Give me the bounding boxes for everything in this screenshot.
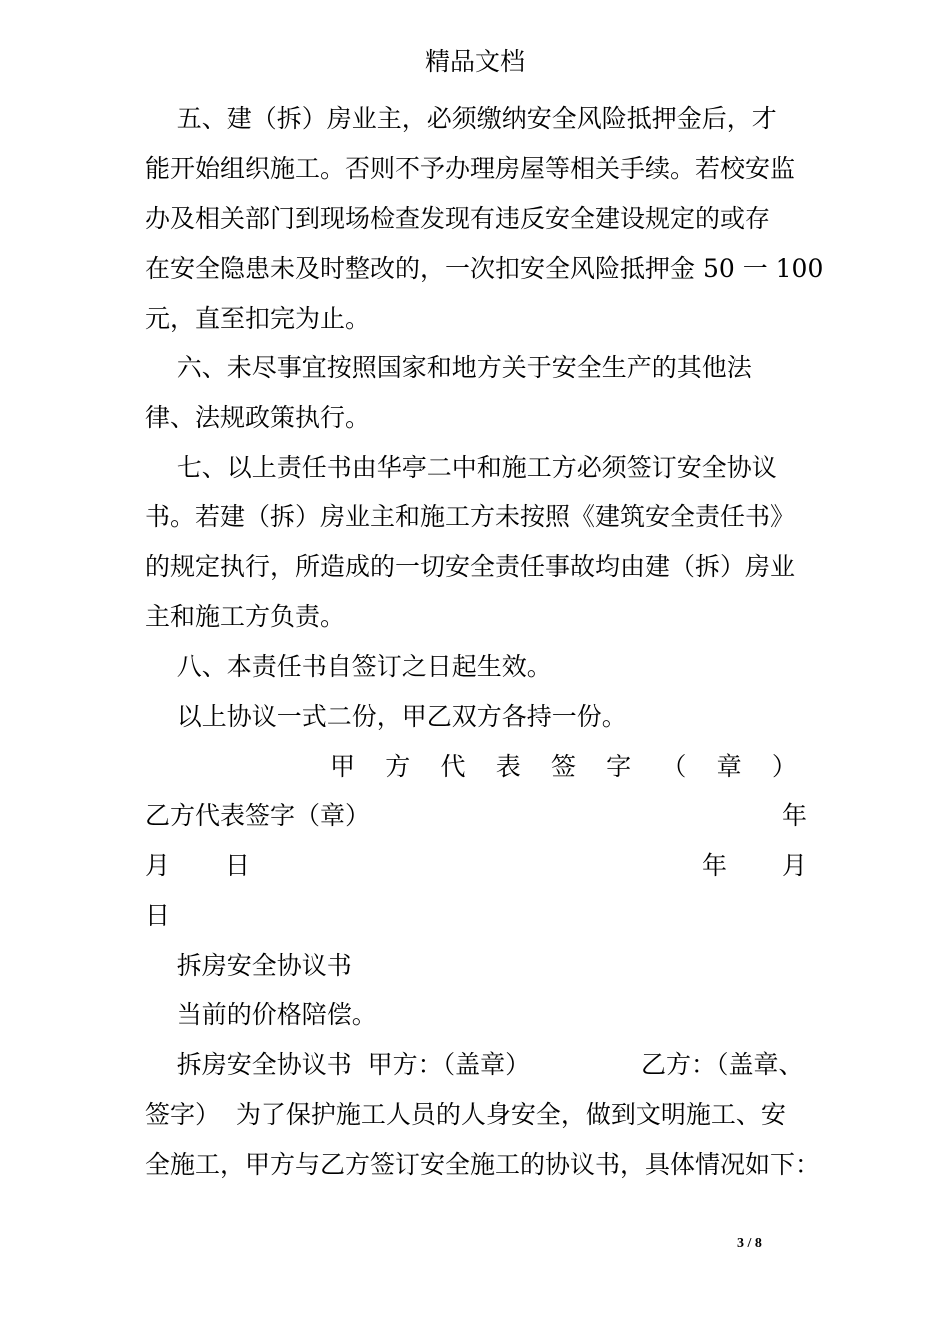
yi-signature-label: 乙方代表签字（章） xyxy=(145,801,371,830)
text-line: 的规定执行，所造成的一切安全责任事故均由建（拆）房业 xyxy=(145,552,796,581)
text-line: 五、建（拆）房业主，必须缴纳安全风险抵押金后，才 xyxy=(145,104,777,133)
text-line: 全施工，甲方与乙方签订安全施工的协议书，具体情况如下： xyxy=(145,1150,821,1179)
section-title: 拆房安全协议书 xyxy=(145,951,352,980)
text-line: 主和施工方负责。 xyxy=(145,602,346,631)
year-label: 年 xyxy=(702,851,728,880)
text-line: 律、法规政策执行。 xyxy=(145,403,371,432)
text-line: 八、本责任书自签订之日起生效。 xyxy=(145,652,552,681)
year-label: 年 xyxy=(782,801,808,830)
sig-char: （ xyxy=(661,752,687,781)
sig-char: 签 xyxy=(550,752,576,781)
text-line: 办及相关部门到现场检查发现有违反安全建设规定的或存 xyxy=(145,204,771,233)
text-line: 在安全隐患未及时整改的，一次扣安全风险抵押金 50 一 100 xyxy=(145,254,824,283)
text-line: 签字） 为了保护施工人员的人身安全，做到文明施工、安 xyxy=(145,1100,786,1129)
month-label: 月 xyxy=(782,851,808,880)
sig-char: ） xyxy=(771,752,797,781)
text-line: 拆房安全协议书 甲方：（盖章） xyxy=(145,1050,531,1079)
text-line: 书。若建（拆）房业主和施工方未按照《建筑安全责任书》 xyxy=(145,502,796,531)
page-number: 3 / 8 xyxy=(737,1236,762,1251)
text-line: 以上协议一式二份，甲乙双方各持一份。 xyxy=(145,702,627,731)
sig-char: 代 xyxy=(440,752,466,781)
text-line: 元，直至扣完为止。 xyxy=(145,304,371,333)
jia-signature-line xyxy=(330,751,797,783)
text-line: 七、以上责任书由华亭二中和施工方必须签订安全协议 xyxy=(145,453,777,482)
sig-char: 章 xyxy=(716,752,742,781)
day-label: 日 xyxy=(225,851,251,880)
sig-char: 方 xyxy=(385,752,411,781)
month-label: 月 xyxy=(145,851,171,880)
sig-char: 甲 xyxy=(330,752,356,781)
text-line: 乙方：（盖章、 xyxy=(641,1050,804,1079)
text-line: 能开始组织施工。否则不予办理房屋等相关手续。若校安监 xyxy=(145,154,796,183)
day-label: 日 xyxy=(145,901,171,930)
sig-char: 表 xyxy=(495,752,521,781)
page-header: 精品文档 xyxy=(424,47,525,76)
text-line: 当前的价格陪偿。 xyxy=(145,1000,377,1029)
sig-char: 字 xyxy=(606,752,632,781)
text-line: 六、未尽事宜按照国家和地方关于安全生产的其他法 xyxy=(145,353,752,382)
